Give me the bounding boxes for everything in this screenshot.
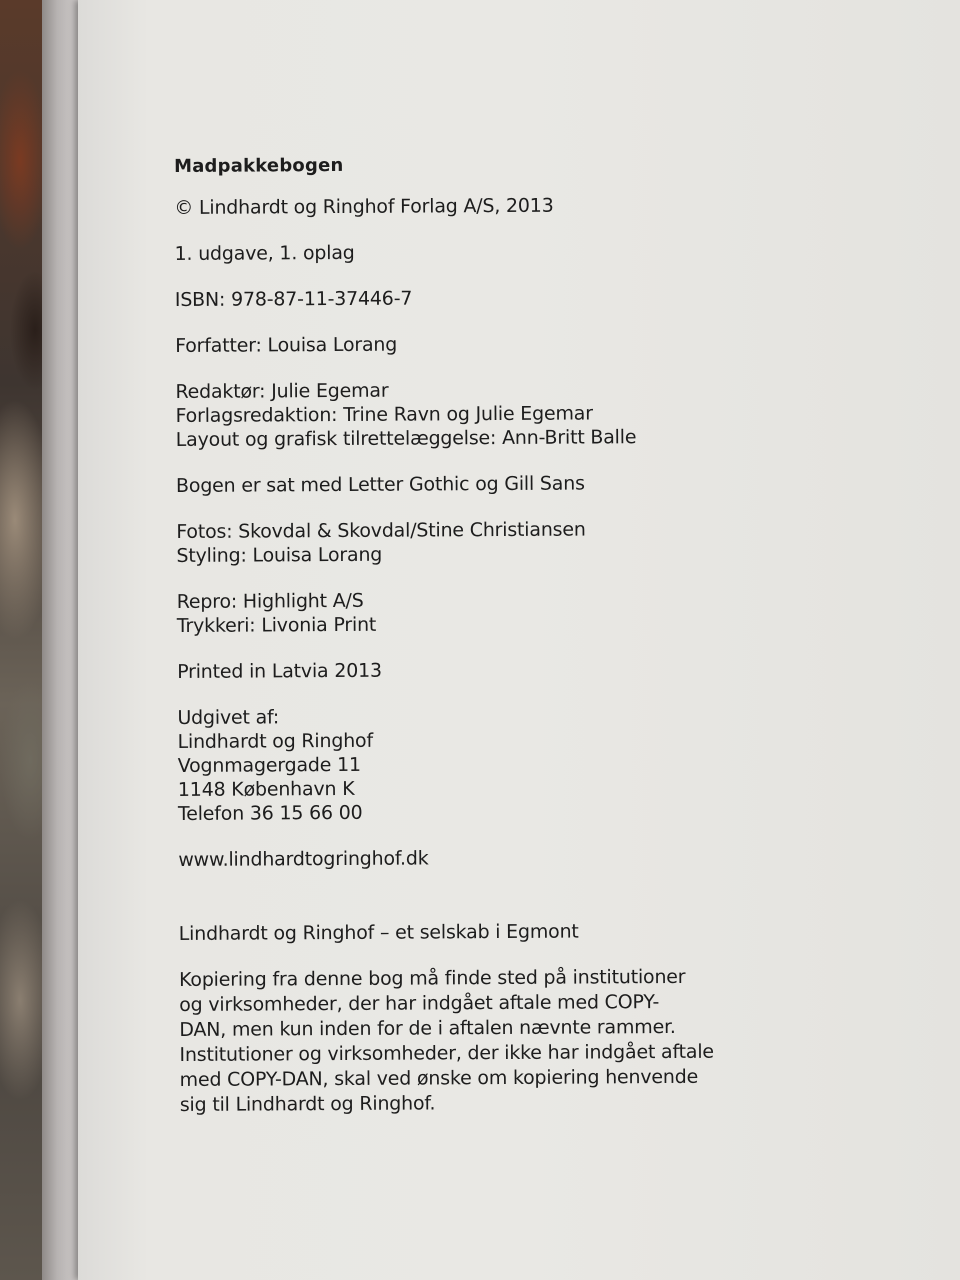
typeface-block bbox=[176, 470, 776, 498]
publisher-heading: Udgivet af: bbox=[177, 706, 280, 729]
styling-line: Styling: Louisa Lorang bbox=[176, 543, 383, 567]
website-block bbox=[178, 844, 778, 872]
isbn-block bbox=[175, 284, 775, 312]
copyright-block bbox=[174, 192, 774, 220]
publisher-name: Lindhardt og Ringhof bbox=[177, 729, 373, 753]
notice-line: med COPY-DAN, skal ved ønske om kopiering henvende bbox=[179, 1065, 699, 1091]
editorial-block bbox=[175, 376, 775, 452]
typeface-line: Bogen er sat med Letter Gothic og Gill Sans bbox=[175, 472, 585, 497]
group-block bbox=[179, 918, 779, 946]
publisher-phone: Telefon 36 15 66 00 bbox=[177, 801, 363, 825]
edition-line: 1. udgave, 1. oplag bbox=[174, 241, 355, 265]
layout-line: Layout og grafisk tilrettelæggelse: Ann-Britt Balle bbox=[175, 426, 637, 451]
book-page bbox=[78, 0, 960, 1280]
notice-line: og virksomheder, der har indgået aftale med COPY- bbox=[179, 991, 660, 1016]
publisher-street: Vognmagergade 11 bbox=[177, 753, 361, 777]
printed-line: Printed in Latvia 2013 bbox=[177, 659, 382, 683]
publisher-city: 1148 København K bbox=[177, 777, 355, 801]
author-line: Forfatter: Louisa Lorang bbox=[175, 333, 398, 357]
notice-line: DAN, men kun inden for de i aftalen nævnte rammer. bbox=[179, 1015, 676, 1041]
repro-line: Repro: Highlight A/S bbox=[176, 589, 364, 613]
editor-line: Redaktør: Julie Egemar bbox=[175, 379, 389, 403]
isbn-line: ISBN: 978-87-11-37446-7 bbox=[174, 287, 413, 311]
copyright-line: © Lindhardt og Ringhof Forlag A/S, 2013 bbox=[174, 194, 554, 219]
photos-line: Fotos: Skovdal & Skovdal/Stine Christiansen bbox=[176, 518, 586, 543]
publishing-editors-line: Forlagsredaktion: Trine Ravn og Julie Egemar bbox=[175, 402, 593, 427]
publisher-website: www.lindhardtogringhof.dk bbox=[178, 847, 429, 871]
edition-block bbox=[175, 238, 775, 266]
publisher-group: Lindhardt og Ringhof – et selskab i Egmont bbox=[178, 920, 579, 945]
book-title: Madpakkebogen bbox=[174, 154, 344, 177]
author-block bbox=[175, 330, 775, 358]
publisher-address-block bbox=[177, 702, 778, 826]
book-cover-edge bbox=[42, 0, 80, 1280]
production-block bbox=[177, 586, 777, 638]
printer-line: Trykkeri: Livonia Print bbox=[176, 613, 377, 637]
notice-line: Institutioner og virksomheder, der ikke har indgået aftale bbox=[179, 1040, 714, 1066]
printed-block bbox=[177, 656, 777, 684]
colophon bbox=[174, 151, 780, 1140]
copy-notice bbox=[179, 964, 780, 1118]
notice-line: Kopiering fra denne bog må finde sted på institutioner bbox=[178, 965, 686, 991]
photo-block bbox=[176, 516, 776, 568]
notice-line: sig til Lindhardt og Ringhof. bbox=[179, 1092, 436, 1116]
